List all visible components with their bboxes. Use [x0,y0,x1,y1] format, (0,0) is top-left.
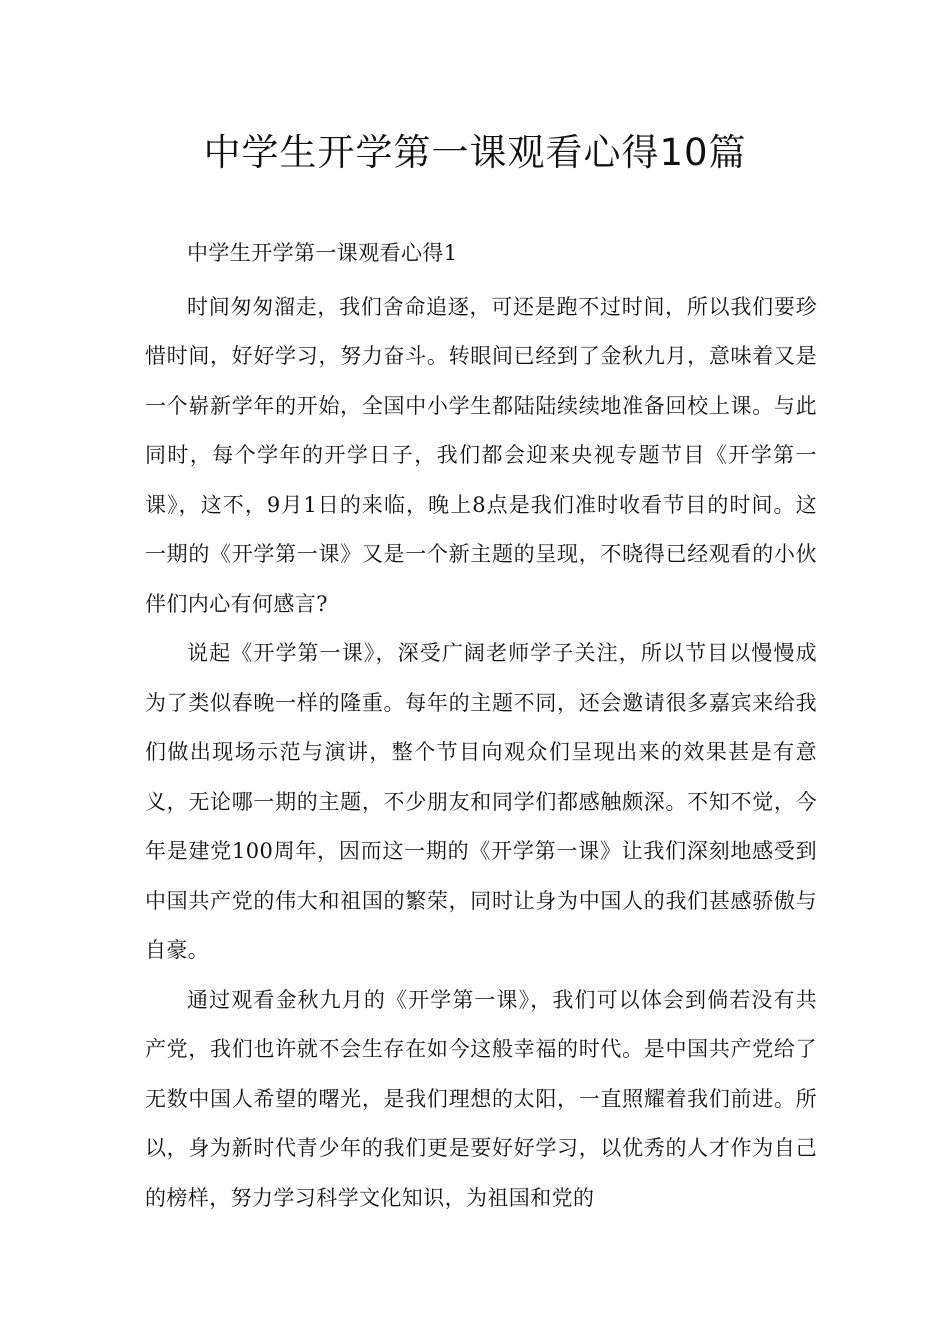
paragraph-3: 通过观看金秋九月的《开学第一课》，我们可以体会到倘若没有共产党，我们也许就不会生存在如今这般幸福的时代。是中国共产党给了无数中国人希望的曙光，是我们理想的太阳，一直照耀着我们前进。所以，身为新时代青少年的我们更是要好好学习，以优秀的人才作为自己的榜样，努力学习科学文化知识，为祖国和党的 [145,987,817,1210]
section-heading: 中学生开学第一课观看心得1 [187,241,458,265]
document-title: 中学生开学第一课观看心得10篇 [203,131,747,174]
paragraph-1: 时间匆匆溜走，我们舍命追逐，可还是跑不过时间，所以我们要珍惜时间，好好学习，努力奋斗。转眼间已经到了金秋九月，意味着又是一个崭新学年的开始，全国中小学生都陆陆续续地准备回校上课。与此同时，每个学年的开学日子，我们都会迎来央视专题节目《开学第一课》，这不，9月1日的来临，晚上8点是我们准时收看节目的时间。这一期的《开学第一课》又是一个新主题的呈现，不晓得已经观看的小伙伴们内心有何感言? [145,294,817,616]
paragraph-2: 说起《开学第一课》，深受广阔老师学子关注，所以节目以慢慢成为了类似春晚一样的隆重。每年的主题不同，还会邀请很多嘉宾来给我们做出现场示范与演讲，整个节目向观众们呈现出来的效果甚是有意义，无论哪一期的主题，不少朋友和同学们都感触颇深。不知不觉，今年是建党100周年，因而这一期的《开学第一课》让我们深刻地感受到中国共产党的伟大和祖国的繁荣，同时让身为中国人的我们甚感骄傲与自豪。 [145,641,817,962]
document-body [145,229,817,1223]
